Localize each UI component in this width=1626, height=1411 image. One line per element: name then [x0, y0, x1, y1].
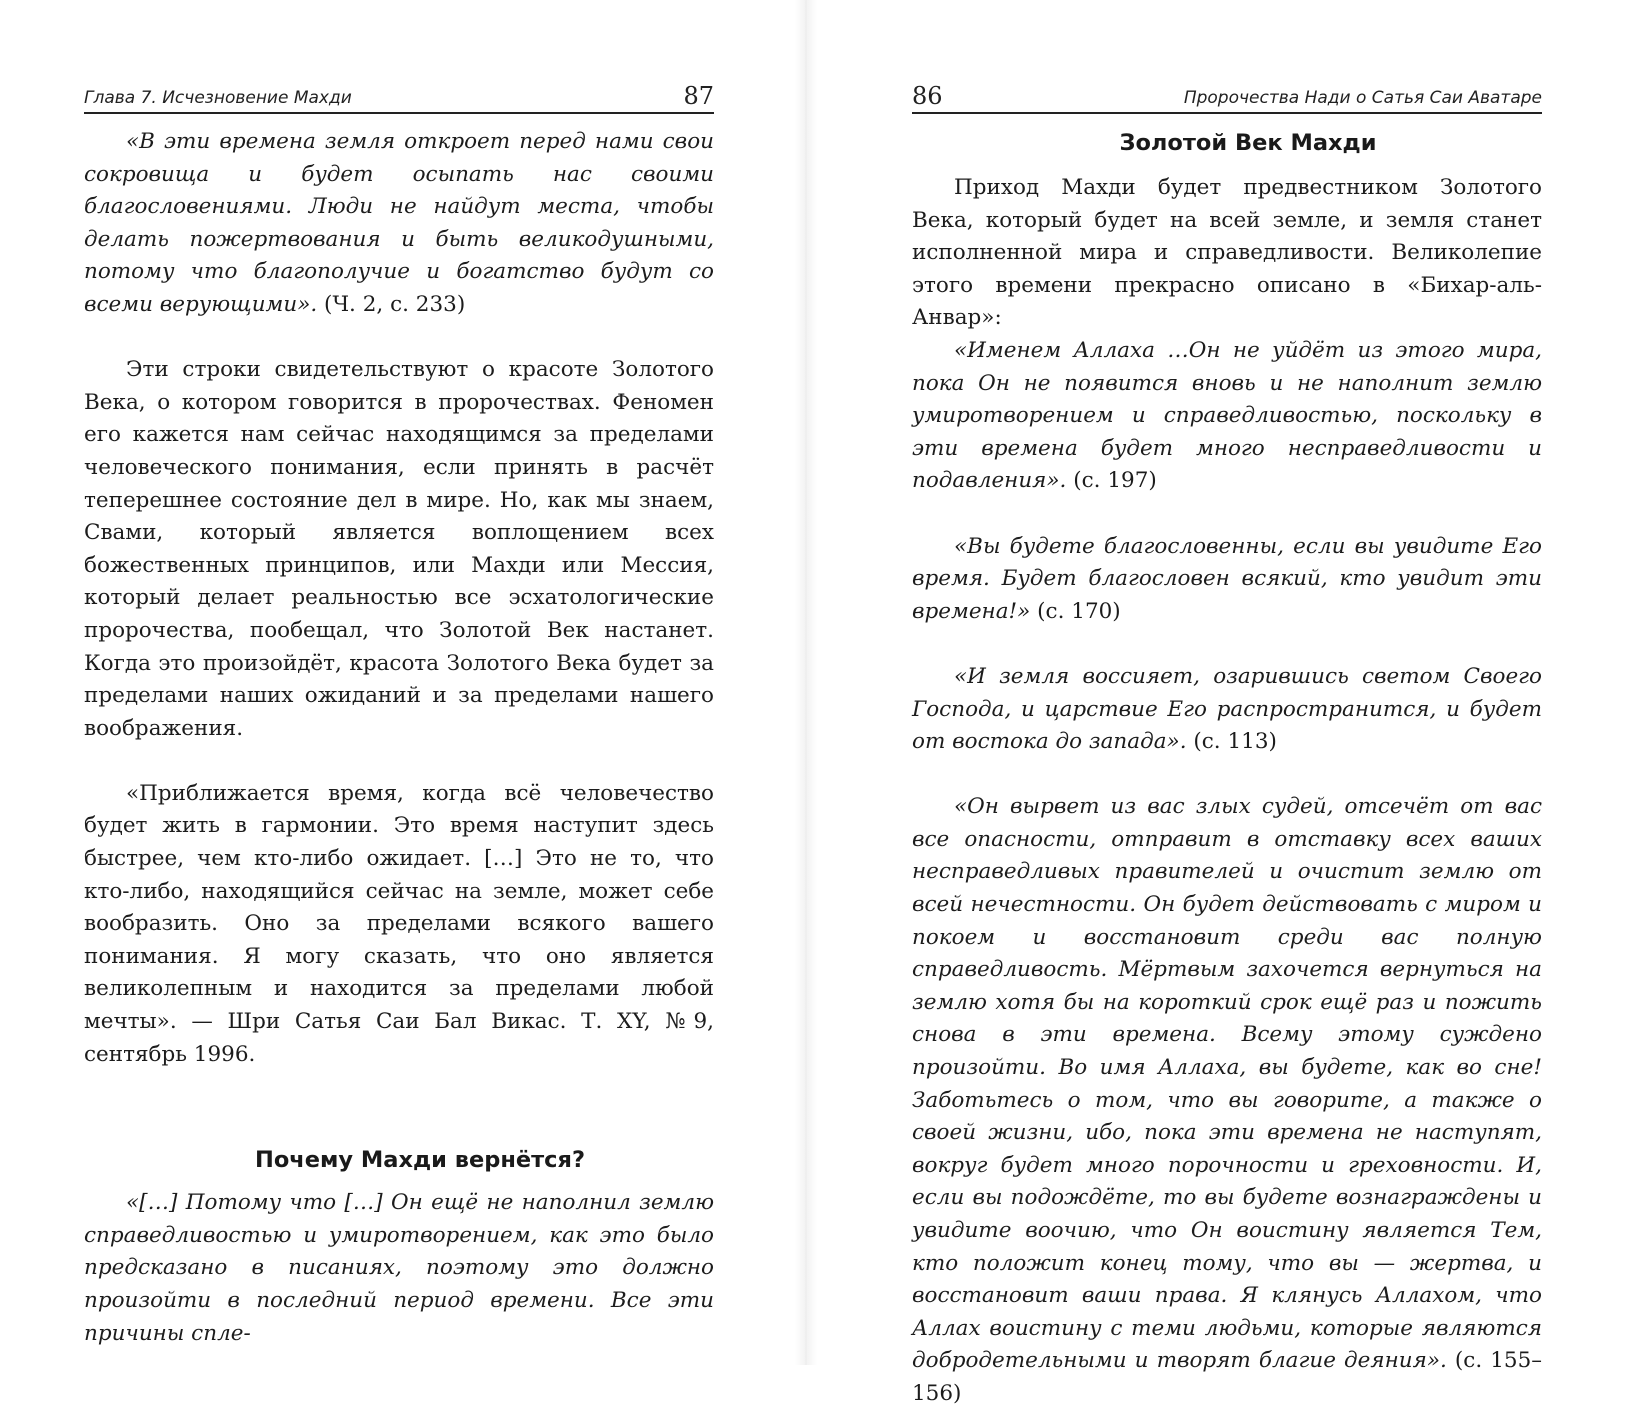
left-quote-paragraph-4 [84, 1187, 714, 1350]
right-quote-4-text: «И земля воссияет, озарившись светом Своего Господа, и царствие Его распространится, и будет от востока до запада». [912, 663, 1542, 755]
left-quote-paragraph-1 [84, 126, 714, 322]
left-quote-1-ref: (Ч. 2, с. 233) [317, 291, 466, 317]
paragraph-gap [912, 628, 1542, 661]
left-page [0, 0, 800, 1365]
left-page-number: 87 [683, 82, 714, 110]
paragraph-gap [912, 498, 1542, 531]
right-quote-4-ref: (с. 113) [1186, 729, 1277, 755]
right-quote-2-ref: (с. 197) [1066, 468, 1157, 494]
right-body-text [912, 126, 1542, 1411]
section-gap [84, 1071, 714, 1143]
right-quote-paragraph-2 [912, 335, 1542, 498]
paragraph-gap [912, 759, 1542, 792]
right-running-head [912, 78, 1542, 114]
right-quote-3-ref: (с. 170) [1030, 598, 1121, 624]
right-quote-5-text: «Он вырвет из вас злых судей, отсечёт от вас все опасности, отправит в отставку всех ваших несправедливых правителей и очистит землю от всей нечестности. Он будет действовать с миром и покоем и восстановит среди вас полную справедливость. Мёртвым захочется вернуться на землю хотя бы на короткий срок ещё раз и пожить снова в эти времена. Всему этому суждено произойти. Во имя Аллаха, вы будете, как во сне! Заботьтесь о том, что вы говорите, а также о своей жизни, ибо, пока эти времена не наступят, вокруг будет много порочности и греховности. И, если вы подождёте, то вы будете вознаграждены и увидите воочию, что Он воистину является Тем, кто положит конец тому, что вы — жертва, и восстановит ваши права. Я клянусь Аллахом, что Аллах воистину с теми людьми, которые являются добродетельными и творят благие деяния». [912, 794, 1542, 1374]
right-section-heading: Золотой Век Махди [1119, 130, 1377, 156]
right-page [812, 0, 1626, 1406]
paragraph-gap [84, 745, 714, 778]
left-running-title: Глава 7. Исчезновение Махди [84, 88, 352, 108]
paragraph-gap [84, 322, 714, 355]
right-paragraph-1: Приход Махди будет предвестником Золотого Века, который будет на всей земле, и земля станет исполненной мира и справедливости. Великолепие этого времени прекрасно описано в «Бихар-аль-Анвар»: [912, 175, 1542, 331]
right-quote-paragraph-4 [912, 661, 1542, 759]
left-running-head [84, 78, 714, 114]
left-quote-1-text: «В эти времена земля откроет перед нами свои сокровища и будет осыпать нас своими благословениями. Люди не найдут места, чтобы делать пожертвования и быть великодушными, потому что благополучие и богатство будут со всеми верующими». [84, 129, 714, 317]
left-paragraph-2: Эти строки свидетельствуют о красоте Золотого Века, о котором говорится в пророчествах. Феномен его кажется нам сейчас находящимся за пределами человеческого понимания, если принять в расчёт теперешнее состояние дел в мире. Но, как мы знаем, Свами, который является воплощением всех божественных принципов, или Махди или Мессия, который делает реальностью все эсхатологические пророчества, пообещал, что Золотой Век настанет. Когда это произойдёт, красота Золотого Века будет за пределами наших ожиданий и за пределами нашего воображения. [84, 357, 714, 741]
left-section-heading: Почему Махди вернётся? [254, 1147, 586, 1174]
left-quote-4-text: «[…] Потому что […] Он ещё не наполнил землю справедливостью и умиротворением, как это было предсказано в писаниях, поэтому это должно произойти в последний период времени. Все эти причины спле- [84, 1190, 714, 1346]
right-page-number: 86 [912, 82, 943, 110]
right-quote-2-text: «Именем Аллаха …Он не уйдёт из этого мира, пока Он не появится вновь и не наполнит землю умиротворением и справедливостью, поскольку в эти времена будет много несправедливости и подавления». [912, 337, 1542, 494]
left-body-text [84, 126, 714, 1350]
right-quote-paragraph-5 [912, 791, 1542, 1410]
left-paragraph-3: «Приближается время, когда всё человечество будет жить в гармонии. Это время наступит здесь быстрее, чем кто-либо ожидает. […] Это не то, что кто-либо, находящийся сейчас на земле, может себе вообразить. Оно за пределами всякого вашего понимания. Я могу сказать, что оно является великолепным и находится за пределами любой мечты». — Шри Сатья Саи Бал Викас. Т. XY, №9, сентябрь 1996. [84, 780, 714, 1067]
right-running-title: Пророчества Нади о Сатья Саи Аватаре [1183, 88, 1542, 108]
right-quote-paragraph-3 [912, 531, 1542, 629]
right-quote-5-ref: (с. 155–156) [912, 1348, 1543, 1406]
right-quote-3-text: «Вы будете благословенны, если вы увидите Его время. Будет благословен всякий, кто увидит эти времена!» [912, 533, 1542, 624]
